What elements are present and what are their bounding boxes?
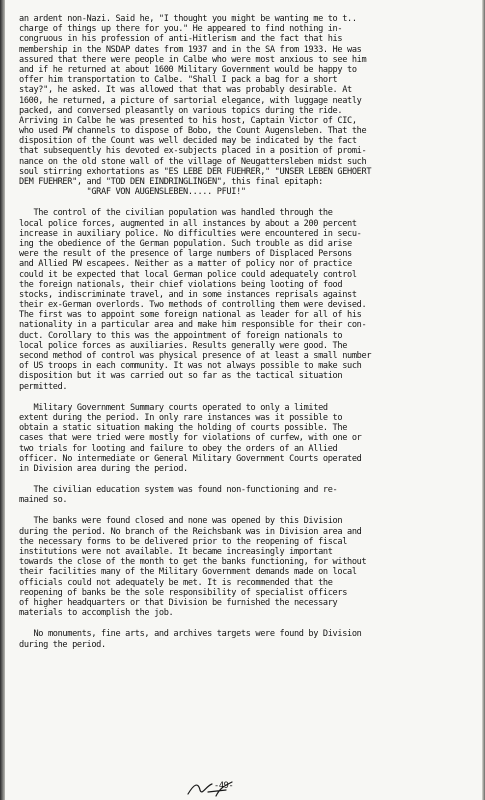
- text-line: disposition of the Count was well decided may be indicated by the fact: [19, 136, 357, 147]
- text-line: nationality in a particular area and make him responsible for their con-: [19, 320, 367, 331]
- text-line: duct. Corollary to this was the appointment of foreign nationals to: [19, 330, 343, 341]
- text-line: towards the close of the month to get the banks functioning, for without: [19, 557, 367, 568]
- text-line: The civilian education system was found non-functioning and re-: [19, 485, 338, 496]
- text-line: The first was to appoint some foreign national as leader for all of his: [19, 310, 362, 321]
- text-line: officials could not adequately be met. It is recommended that the: [19, 577, 333, 588]
- text-line: institutions were not available. It became increasingly important: [19, 547, 333, 557]
- text-line: their ex-German overlords. Two methods of controlling them were devised.: [19, 300, 367, 311]
- text-line: the foreign nationals, their chief violations being looting of food: [19, 279, 343, 290]
- text-line: two trials for looting and failure to obey the orders of an Allied: [19, 443, 338, 454]
- text-line: were the result of the presence of large numbers of Displaced Persons: [19, 249, 352, 260]
- text-line: soul stirring exhortations as "ES LEBE DER FUEHRER," "UNSER LEBEN GEHOERT: [19, 166, 372, 177]
- text-line: congruous in his profession of anti-Hitlerism and the fact that his: [19, 34, 343, 45]
- paragraph-monuments: [19, 629, 475, 649]
- text-line: nance on the old stone wall of the village of Neugattersleben midst such: [19, 156, 367, 167]
- text-line: assured that there were people in Calbe who were most anxious to see him: [19, 54, 367, 65]
- text-line: materials to accomplish the job.: [19, 608, 174, 619]
- text-line: Military Government Summary courts operated to only a limited: [19, 402, 328, 413]
- paragraph-banks: [19, 516, 475, 618]
- text-line: local police forces, augmented in all instances by about a 200 percent: [19, 218, 357, 229]
- text-line: reopening of banks be the sole responsibility of specialist officers: [19, 587, 348, 598]
- text-line: stocks, indiscriminate travel, and in some instances reprisals against: [19, 289, 357, 300]
- text-line: who used PW channels to dispose of Bobo, the Count Augensleben. That the: [19, 126, 367, 137]
- text-line: DEM FUEHRER", and "TOD DEN EINDRINGLINGEN", this final epitaph:: [19, 177, 323, 187]
- text-line: No monuments, fine arts, and archives targets were found by Division: [19, 629, 362, 640]
- text-line: packed, and conversed pleasantly on various topics during the ride.: [19, 105, 343, 116]
- text-line: membership in the NSDAP dates from 1937 and in the SA from 1933. He was: [19, 44, 362, 55]
- text-line: ing the obedience of the German population. Such trouble as did arise: [19, 238, 352, 249]
- text-line: disposition but it was carried out so far as the tactical situation: [19, 371, 343, 382]
- text-line: obtain a static situation making the holding of courts possible. The: [19, 423, 348, 434]
- text-line: their facilities many of the Military Government demands made on local: [19, 567, 357, 578]
- text-line: of US troops in each community. It was not always possible to make such: [19, 361, 362, 372]
- text-line: an ardent non-Nazi. Said he, "I thought you might be wanting me to t..: [19, 14, 357, 24]
- text-line: extent during the period. In only rare instances was it possible to: [19, 412, 343, 423]
- text-line: Arriving in Calbe he was presented to his host, Captain Victor of CIC,: [19, 115, 357, 126]
- text-line: increase in auxiliary police. No difficulties were encountered in secu-: [19, 228, 362, 239]
- text-line: and Allied PW escapees. Neither as a matter of policy nor of practice: [19, 259, 352, 270]
- text-line: charge of things up there for you." He appeared to find nothing in-: [19, 24, 343, 35]
- text-line: permitted.: [19, 381, 68, 392]
- text-line: and if he returned at about 1600 Military Government would be happy to: [19, 64, 357, 75]
- paragraph-summary-courts: [19, 403, 475, 474]
- text-line: in Division area during the period.: [19, 463, 188, 474]
- text-line: that subsequently his devoted ex-subjects placed in a position of promi-: [19, 146, 367, 157]
- paragraph-civilian-education: [19, 485, 475, 505]
- text-line: 1600, he returned, a picture of sartorial elegance, with luggage neatly: [19, 95, 362, 106]
- text-line: The control of the civilian population was handled through the: [19, 208, 333, 219]
- page-number: -49-: [214, 781, 234, 791]
- text-line: of higher headquarters or that Division be furnished the necessary: [19, 597, 338, 608]
- text-line: during the period. No branch of the Reichsbank was in Division area and: [19, 526, 362, 537]
- text-line: could it be expected that local German police could adequately control: [19, 269, 357, 280]
- text-line: stay?", he asked. It was allowed that that was probably desirable. At: [19, 85, 352, 96]
- text-line: officer. No intermediate or General Military Government Courts operated: [19, 453, 362, 464]
- paragraph-crusader-visit: [19, 14, 475, 197]
- text-line: The banks were found closed and none was opened by this Division: [19, 516, 343, 527]
- text-line: mained so.: [19, 495, 68, 506]
- text-line: the necessary forms to be delivered prior to the reopening of fiscal: [19, 536, 348, 547]
- epitaph-line: "GRAF VON AUGENSLEBEN..... PFUI!": [19, 187, 246, 198]
- text-line: cases that were tried were mostly for violations of curfew, with one or: [19, 433, 362, 444]
- text-line: during the period.: [19, 639, 106, 650]
- text-line: local police forces as auxiliaries. Results generally were good. The: [19, 340, 348, 351]
- paragraph-civilian-population: [19, 208, 475, 391]
- text-line: second method of control was physical presence of at least a small number: [19, 351, 372, 361]
- text-line: offer him transportation to Calbe. "Shall I pack a bag for a short: [19, 75, 338, 86]
